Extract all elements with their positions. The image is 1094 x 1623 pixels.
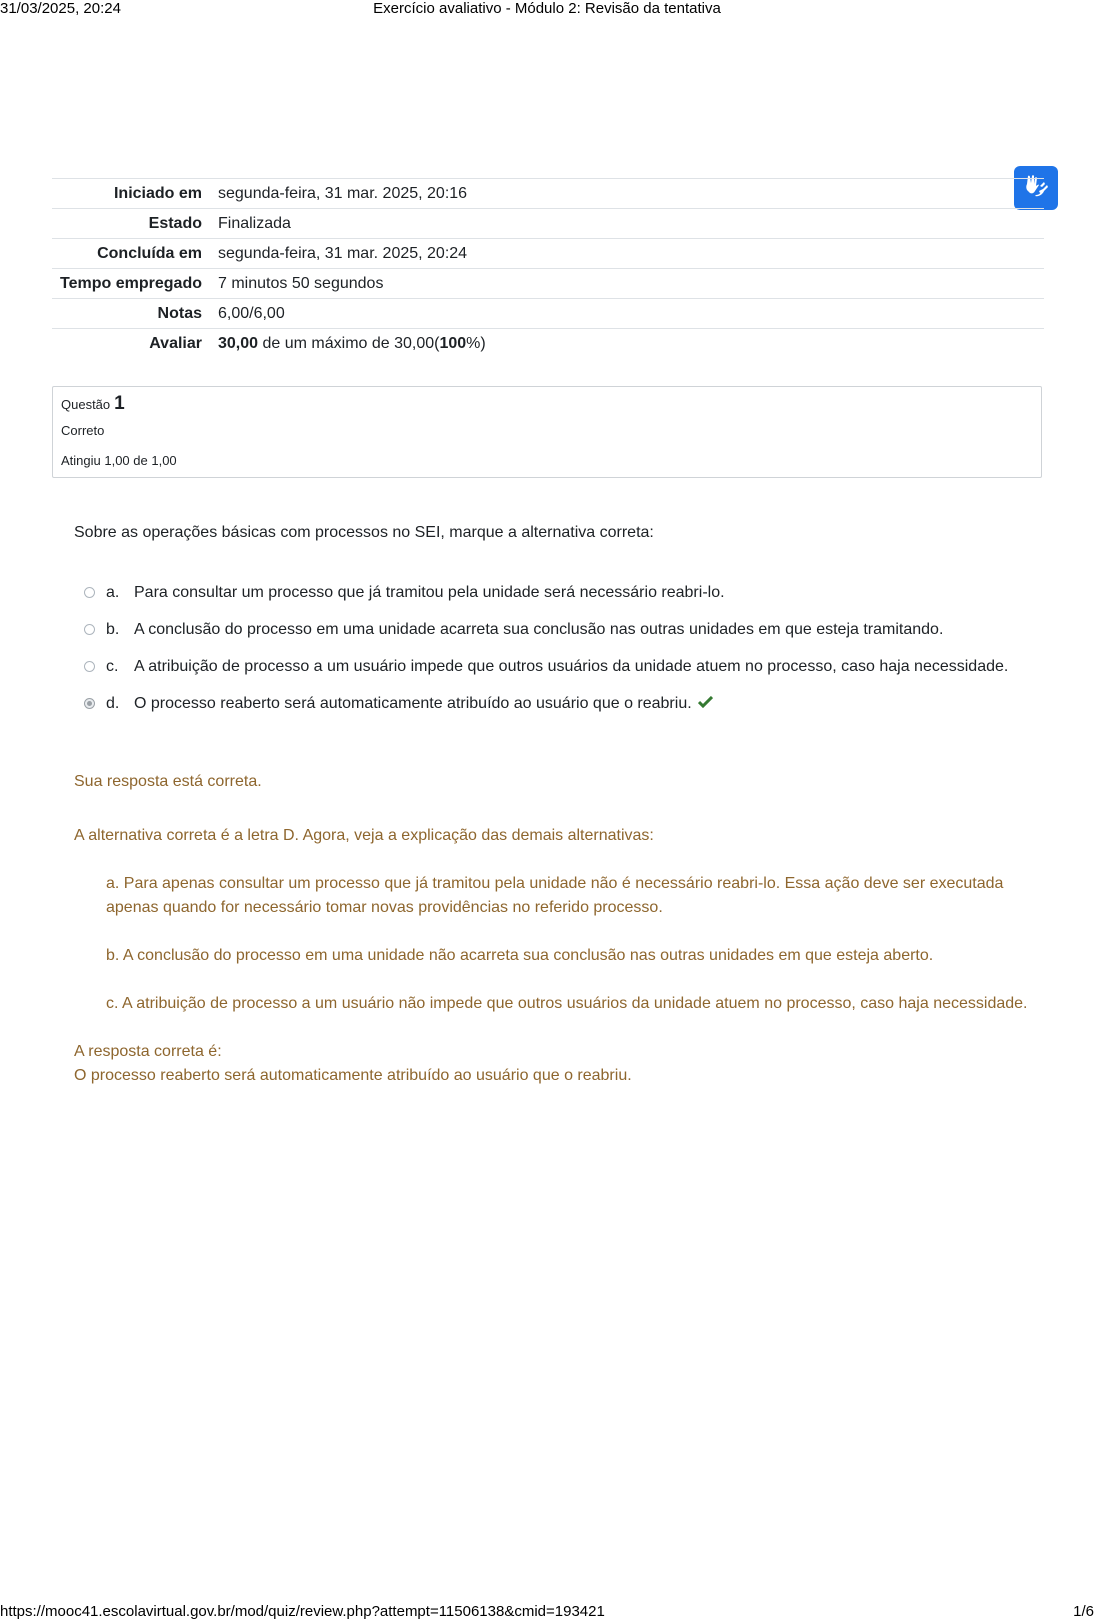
- print-page-number: 1/6: [1073, 1603, 1094, 1620]
- answer-letter: b.: [106, 620, 120, 638]
- answer-radio-b: [84, 624, 95, 635]
- answer-radio-a: [84, 587, 95, 598]
- question-info-box: [52, 386, 1042, 478]
- checkmark-icon: [698, 695, 713, 713]
- summary-label: Estado: [148, 215, 202, 232]
- summary-value: segunda-feira, 31 mar. 2025, 20:24: [218, 245, 468, 262]
- summary-value: 6,00/6,00: [218, 305, 285, 322]
- summary-label: Avaliar: [149, 335, 202, 352]
- answer-text: O processo reaberto será automaticamente atribuído ao usuário que o reabriu.: [134, 694, 692, 712]
- summary-grade-value: [210, 329, 1044, 359]
- answer-letter: c.: [106, 657, 119, 675]
- question-feedback: [74, 770, 1034, 1088]
- print-header: [0, 0, 1094, 18]
- attempt-summary-table: [52, 178, 1044, 358]
- grade-suffix: %): [466, 335, 486, 352]
- right-answer-label: A resposta correta é:: [74, 1043, 222, 1060]
- answer-text: A atribuição de processo a um usuário impede que outros usuários da unidade atuem no processo, caso haja necessidade.: [134, 657, 1009, 675]
- summary-label: Concluída em: [97, 245, 202, 262]
- summary-label: Iniciado em: [113, 185, 202, 202]
- print-date: 31/03/2025, 20:24: [0, 0, 121, 17]
- feedback-explanations: [106, 872, 1034, 1016]
- feedback-explanation-a: a. Para apenas consultar um processo que já tramitou pela unidade não é necessário reabri-lo. Essa ação deve ser executada apenas quando for necessário tomar novas providências no referido processo.: [106, 875, 1004, 916]
- answer-option-c: [84, 648, 1044, 685]
- summary-row-completed: [52, 239, 1044, 269]
- question-state: Correto: [61, 423, 105, 438]
- answer-option-b: [84, 611, 1044, 648]
- answer-letter: d.: [106, 694, 120, 712]
- answer-text: A conclusão do processo em uma unidade acarreta sua conclusão nas outras unidades em que esteja tramitando.: [134, 620, 944, 638]
- summary-row-marks: [52, 299, 1044, 329]
- right-answer-text: O processo reaberto será automaticamente atribuído ao usuário que o reabriu.: [74, 1067, 632, 1084]
- feedback-explanation-b: b. A conclusão do processo em uma unidade não acarreta sua conclusão nas outras unidades em que esteja aberto.: [106, 947, 934, 964]
- print-url: https://mooc41.escolavirtual.gov.br/mod/quiz/review.php?attempt=11506138&cmid=193421: [0, 1603, 605, 1620]
- answer-radio-c: [84, 661, 95, 672]
- answer-letter: a.: [106, 583, 120, 601]
- print-page-title: Exercício avaliativo - Módulo 2: Revisão da tentativa: [373, 0, 721, 17]
- right-answer: [74, 1040, 1034, 1088]
- answer-option-a: [84, 574, 1044, 611]
- summary-label: Notas: [157, 305, 202, 322]
- question-text: Sobre as operações básicas com processos no SEI, marque a alternativa correta:: [74, 524, 654, 541]
- summary-row-time-taken: [52, 269, 1044, 299]
- summary-row-state: [52, 209, 1044, 239]
- answer-text: Para consultar um processo que já tramitou pela unidade será necessário reabri-lo.: [134, 583, 725, 601]
- feedback-intro: A alternativa correta é a letra D. Agora, veja a explicação das demais alternativas:: [74, 827, 654, 844]
- summary-value: 7 minutos 50 segundos: [218, 275, 384, 292]
- answer-list: [84, 574, 1044, 722]
- summary-row-started: [52, 179, 1044, 209]
- grade-middle: de um máximo de 30,00(: [258, 335, 440, 352]
- grade-percent: 100: [439, 335, 467, 352]
- question-number: [61, 393, 1033, 417]
- feedback-status: Sua resposta está correta.: [74, 773, 262, 790]
- summary-label: Tempo empregado: [60, 275, 202, 292]
- grade-score: 30,00: [218, 335, 259, 352]
- summary-value: Finalizada: [218, 215, 291, 232]
- question-prefix: Questão: [61, 397, 111, 412]
- question-grade: Atingiu 1,00 de 1,00: [61, 453, 177, 468]
- summary-value: segunda-feira, 31 mar. 2025, 20:16: [218, 185, 468, 202]
- print-footer: [0, 1603, 1094, 1623]
- question-number-value: 1: [114, 393, 125, 414]
- answer-radio-d-selected: [84, 698, 95, 709]
- summary-row-grade: [52, 329, 1044, 359]
- answer-option-d: [84, 685, 1044, 722]
- feedback-explanation-c: c. A atribuição de processo a um usuário não impede que outros usuários da unidade atuem no processo, caso haja necessidade.: [106, 995, 1028, 1012]
